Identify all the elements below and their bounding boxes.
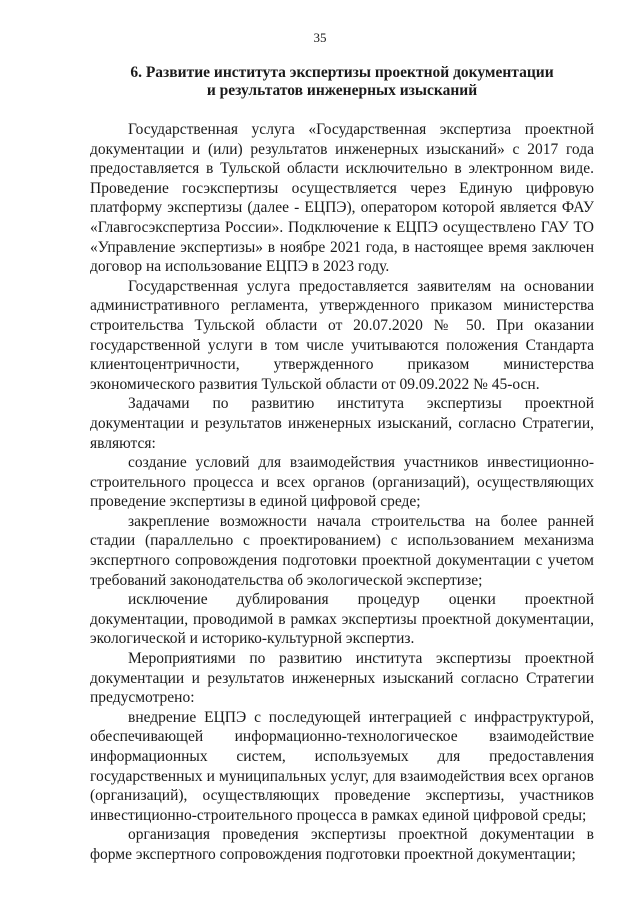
task-item-digital-environment: создание условий для взаимодействия участников инвестиционно-строительного процесса и всех органов (организаций), осуществляющих проведение экспертизы в единой цифровой среде;	[90, 454, 594, 511]
section-heading-line-2: и результатов инженерных изысканий	[206, 82, 478, 99]
measure-item-expert-support: организация проведения экспертизы проектной документации в форме экспертного сопровождения подготовки проектной документации;	[90, 826, 594, 863]
paragraph-regulation: Государственная услуга предоставляется заявителям на основании административного регламента, утвержденного приказом министерства строительства Тульской области от 20.07.2020 № 50. При оказании государственной услуги в том числе учитываются положения Стандарта клиентоцентричности, утвержденного приказом министерства экономического развития Тульской области от 09.09.2022 № 45-осн.	[90, 277, 594, 393]
task-item-no-duplication: исключение дублирования процедур оценки проектной документации, проводимой в рамках экспертизы проектной документации, экологической и историко-культурной экспертиз.	[90, 591, 594, 648]
page-number: 35	[313, 30, 327, 45]
paragraph-service-intro: Государственная услуга «Государственная экспертиза проектной документации и (или) результатов инженерных изысканий» с 2017 года предоставляется в Тульской области исключительно в электронном виде. Проведение госэкспертизы осуществляется через Единую цифровую платформу экспертизы (далее - ЕЦПЭ), оператором которой является ФАУ «Главгосэкспертиза России». Подключение к ЕЦПЭ осуществлено ГАУ ТО «Управление экспертизы» в ноябре 2021 года, в настоящее время заключен договор на использование ЕЦПЭ в 2023 году.	[90, 121, 594, 276]
section-heading-line-1: 6. Развитие института экспертизы проектной документации	[130, 64, 554, 81]
section-heading	[90, 64, 594, 100]
paragraph-measures-intro: Мероприятиями по развитию института экспертизы проектной документации и результатов инженерных изысканий согласно Стратегии предусмотрено:	[90, 650, 594, 707]
paragraph-tasks-intro: Задачами по развитию института экспертизы проектной документации и результатов инженерных изысканий, согласно Стратегии, являются:	[90, 395, 594, 452]
task-item-early-construction: закрепление возможности начала строительства на более ранней стадии (параллельно с проектированием) с использованием механизма экспертного сопровождения подготовки проектной документации с учетом требований законодательства об экологической экспертизе;	[90, 512, 594, 589]
document-body	[90, 120, 594, 865]
measure-item-ecpe-integration: внедрение ЕЦПЭ с последующей интеграцией с инфраструктурой, обеспечивающей информационно-технологическое взаимодействие информационных систем, используемых для предоставления государственных и муниципальных услуг, для взаимодействия всех органов (организаций), осуществляющих проведение экспертизы, участников инвестиционно-строительного процесса в рамках единой цифровой среды;	[90, 708, 594, 824]
